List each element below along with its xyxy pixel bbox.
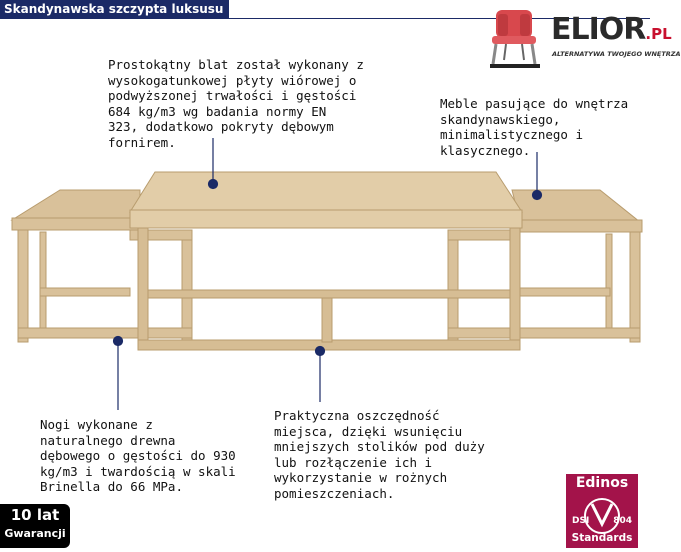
callout-line: Brinella do 66 MPa. bbox=[40, 479, 183, 494]
callout-line: pomieszczeniach. bbox=[274, 485, 395, 501]
edinos-right-code: 804 bbox=[613, 516, 632, 526]
callout-line: wysokogatunkowej płyty wiórowej o bbox=[108, 72, 357, 88]
callout-line: Nogi wykonane z bbox=[40, 417, 153, 432]
logo-domain: .PL bbox=[645, 25, 672, 43]
callout-bottom-middle bbox=[274, 408, 485, 501]
callout-line: naturalnego drewna bbox=[40, 432, 176, 448]
callout-line: klasycznego. bbox=[440, 142, 531, 158]
callout-line: 684 kg/m3 wg badania normy EN bbox=[108, 103, 327, 119]
callout-line: mniejszych stolików pod duży bbox=[274, 439, 485, 454]
callout-line: miejsca, dzięki wsunięciu bbox=[274, 423, 463, 439]
callout-line: minimalistycznego i bbox=[440, 127, 583, 142]
callout-top-left bbox=[108, 57, 364, 150]
logo-brand: ELIOR bbox=[551, 12, 646, 47]
warranty-badge bbox=[0, 504, 70, 548]
page-header: Skandynawska szczypta luksusu bbox=[0, 0, 229, 19]
callout-line: wykorzystanie w rożnych bbox=[274, 470, 448, 485]
callout-top-right bbox=[440, 96, 628, 158]
callout-line: Meble pasujące do wnętrza bbox=[440, 96, 629, 111]
warranty-years: 10 lat bbox=[10, 506, 60, 524]
warranty-label: Gwarancji bbox=[4, 527, 66, 540]
edinos-standards: Standards bbox=[571, 532, 633, 544]
callout-line: 323, dodatkowo pokryty dębowym bbox=[108, 119, 334, 134]
callout-line: podwyższonej trwałości i gęstości bbox=[108, 88, 357, 103]
callout-line: skandynawskiego, bbox=[440, 111, 561, 127]
edinos-left-code: DSI bbox=[572, 516, 590, 526]
callout-line: Praktyczna oszczędność bbox=[274, 408, 440, 423]
callout-line: kg/m3 i twardością w skali bbox=[40, 463, 236, 479]
callout-line: lub rozłączenie ich i bbox=[274, 454, 433, 470]
callout-bottom-left bbox=[40, 417, 236, 495]
callout-line: Prostokątny blat został wykonany z bbox=[108, 57, 364, 72]
edinos-title: Edinos bbox=[575, 475, 629, 491]
edinos-badge bbox=[566, 474, 638, 548]
logo-tagline: ALTERNATYWA TWOJEGO WNĘTRZA bbox=[552, 50, 681, 58]
callout-line: fornirem. bbox=[108, 134, 176, 150]
callout-line: dębowego o gęstości do 930 bbox=[40, 448, 236, 463]
